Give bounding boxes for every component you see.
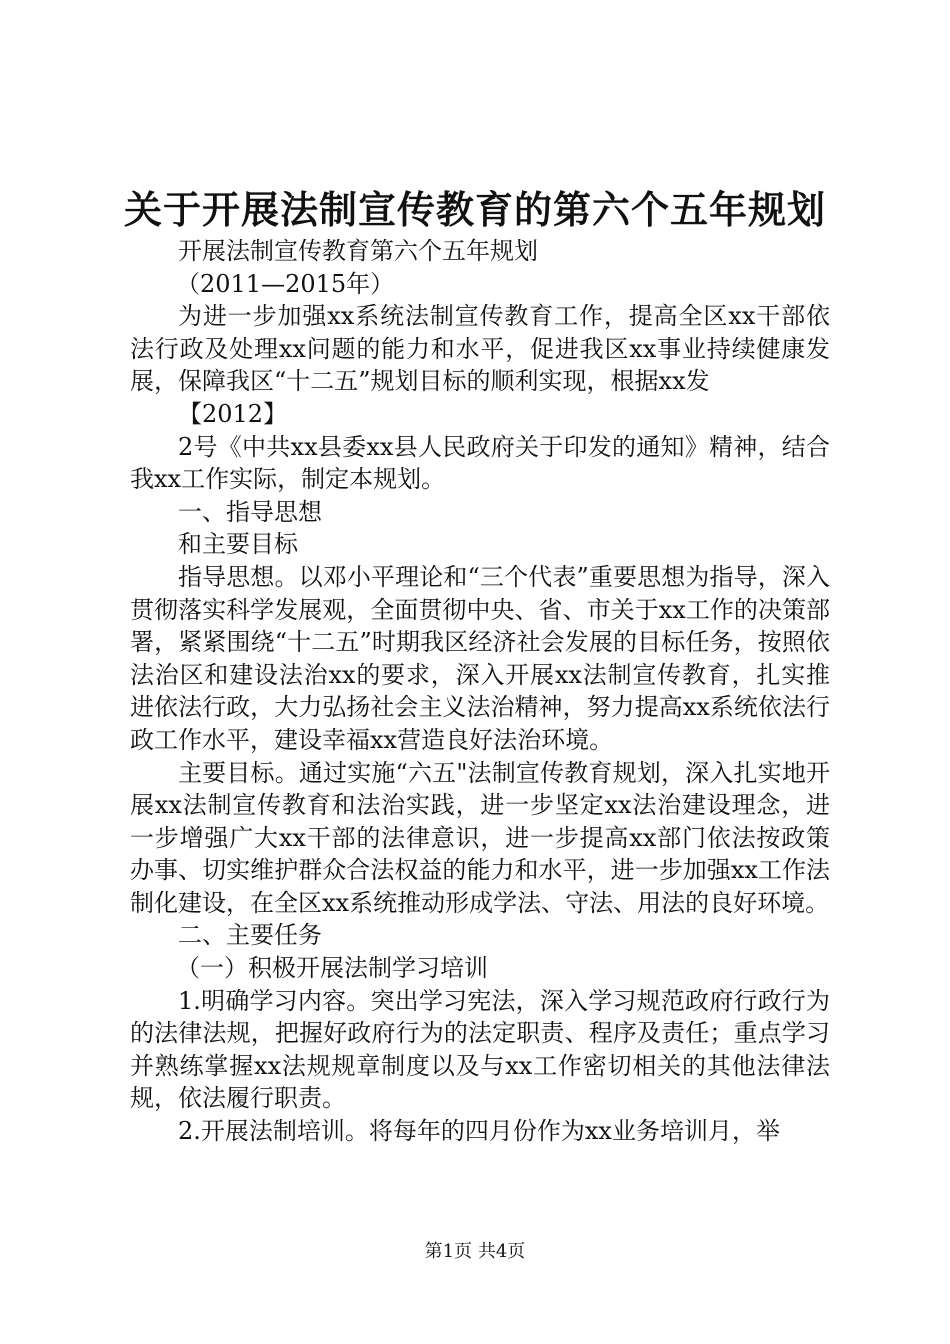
paragraph-guiding-thought: 指导思想。以邓小平理论和“三个代表”重要思想为指导，深入贯彻落实科学发展观，全面贯彻中央、省、市关于xx工作的决策部署，紧紧围绕“十二五”时期我区经济社会发展的目标任务，按照依法治区和建设法治xx的要求，深入开展xx法制宣传教育，扎实推进依法行政，大力弘扬社会主义法治精神，努力提高xx系统依法行政工作水平，建设幸福xx营造良好法治环境。 xyxy=(130,562,830,754)
document-title: 关于开展法制宣传教育的第六个五年规划 xyxy=(123,187,826,232)
paragraph-intro: 为进一步加强xx系统法制宣传教育工作，提高全区xx干部依法行政及处理xx问题的能力和水平，促进我区xx事业持续健康发展，保障我区“十二五”规划目标的顺利实现，根据xx发 xyxy=(130,302,830,396)
heading-main-tasks: 二、主要任务 xyxy=(178,921,322,950)
paragraph-main-goals: 主要目标。通过实施“六五"法制宣传教育规划，深入扎实地开展xx法制宣传教育和法治实践，进一步坚定xx法治建设理念，进一步增强广大xx干部的法律意识，进一步提高xx部门依法按政策办事、切实维护群众合法权益的能力和水平，进一步加强xx工作法制化建设，在全区xx系统推动形成学法、守法、用法的良好环境。 xyxy=(130,758,830,917)
heading-guiding-thought: 一、指导思想 xyxy=(178,497,322,526)
heading-main-goals: 和主要目标 xyxy=(178,530,298,559)
heading-legal-training: （一）积极开展法制学习培训 xyxy=(176,954,488,983)
paragraph-notice: 2号《中共xx县委xx县人民政府关于印发的通知》精神，结合我xx工作实际，制定本规划。 xyxy=(130,432,830,494)
paragraph-legal-training: 2.开展法制培训。将每年的四月份作为xx业务培训月，举 xyxy=(178,1117,780,1146)
document-body xyxy=(130,235,830,1148)
page-footer: 第1页 共4页 xyxy=(424,1241,526,1262)
paragraph-subtitle: 开展法制宣传教育第六个五年规划 xyxy=(178,237,538,265)
paragraph-learning-content: 1.明确学习内容。突出学习宪法，深入学习规范政府行政行为的法律法规，把握好政府行为的法定职责、程序及责任；重点学习并熟练掌握xx法规规章制度以及与xx工作密切相关的其他法律法规，依法履行职责。 xyxy=(130,986,830,1113)
paragraph-doc-number: 【2012】 xyxy=(178,399,288,428)
paragraph-years: （2011—2015年） xyxy=(176,269,395,298)
